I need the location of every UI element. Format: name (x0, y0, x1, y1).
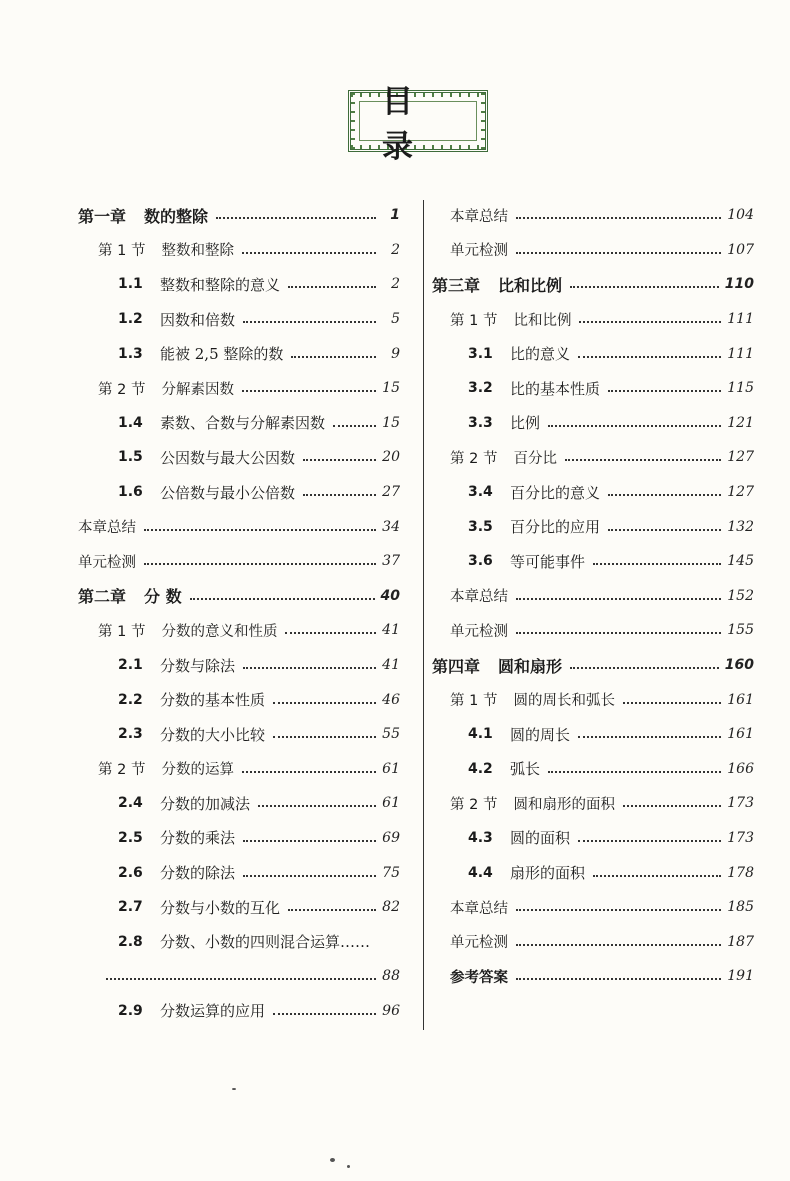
leader-dots (570, 667, 719, 669)
entry-number: 2.4 (118, 795, 143, 812)
entry-label: 比例 (510, 414, 541, 433)
leader-dots (579, 321, 721, 323)
toc-subsection[interactable] (432, 855, 754, 890)
entry-number: 2.7 (118, 899, 143, 916)
entry-label: 比和比例 (513, 312, 572, 329)
leader-dots (578, 736, 721, 738)
print-speck (347, 1165, 350, 1168)
entry-page: 121 (727, 414, 754, 431)
toc-subsection[interactable] (432, 336, 754, 371)
leader-dots (593, 875, 721, 877)
toc-entry[interactable] (432, 579, 754, 614)
entry-page: 75 (382, 864, 400, 881)
toc-subsection[interactable] (432, 544, 754, 579)
leader-dots (623, 805, 721, 807)
leader-dots (548, 771, 721, 773)
entry-page: 15 (382, 380, 400, 397)
entry-label: 分数的乘法 (160, 829, 236, 848)
entry-number: 1.4 (118, 414, 143, 431)
entry-label: 单元检测 (450, 623, 508, 640)
leader-dots (516, 909, 721, 911)
entry-page: 55 (382, 726, 400, 743)
entry-label: 单元检测 (78, 554, 136, 571)
entry-label: 单元检测 (450, 935, 508, 952)
toc-subsection[interactable] (78, 717, 400, 752)
entry-number: 1.2 (118, 311, 143, 328)
entry-label: 等可能事件 (510, 552, 586, 571)
entry-page: 191 (727, 968, 754, 985)
entry-page: 61 (382, 795, 400, 812)
entry-label: 圆的周长和弧长 (513, 693, 615, 710)
entry-number: 3.5 (468, 518, 493, 535)
toc-subsection[interactable] (78, 890, 400, 925)
entry-label: 分数运算的应用 (160, 1002, 266, 1021)
leader-dots (516, 252, 721, 254)
toc-entry[interactable] (432, 924, 754, 959)
leader-dots (291, 356, 376, 358)
leader-dots (242, 252, 376, 254)
entry-label: 比的基本性质 (510, 379, 601, 398)
entry-label: 分数的大小比较 (160, 725, 266, 744)
leader-dots (216, 217, 376, 219)
entry-number: 3.4 (468, 484, 493, 501)
leader-dots (144, 529, 376, 531)
entry-number: 1.6 (118, 484, 143, 501)
entry-page: 132 (727, 518, 754, 535)
entry-number: 第四章 (432, 656, 481, 676)
leader-dots (593, 563, 721, 565)
entry-page: 104 (727, 207, 754, 224)
entry-page: 40 (380, 587, 400, 604)
toc-subsection[interactable] (432, 371, 754, 406)
entry-number: 第二章 (78, 587, 127, 607)
entry-label: 参考答案 (450, 968, 508, 986)
toc-entry[interactable] (78, 509, 400, 544)
toc-subsection[interactable] (432, 717, 754, 752)
entry-label: 能被 2,5 整除的数 (160, 345, 284, 364)
entry-label: 扇形的面积 (510, 864, 586, 883)
entry-number: 2.9 (118, 1002, 143, 1019)
entry-page: 41 (382, 657, 400, 674)
entry-page: 115 (727, 380, 754, 397)
leader-dots (578, 840, 721, 842)
entry-page: 88 (382, 968, 400, 985)
toc-subsection[interactable] (78, 406, 400, 441)
entry-page: 173 (727, 829, 754, 846)
entry-label: 因数和倍数 (160, 310, 236, 329)
toc-subsection[interactable] (78, 786, 400, 821)
entry-page: 96 (382, 1002, 400, 1019)
leader-dots (565, 459, 721, 461)
leader-dots (516, 217, 721, 219)
entry-number: 3.6 (468, 553, 493, 570)
entry-number: 2.1 (118, 657, 143, 674)
entry-page: 127 (727, 484, 754, 501)
leader-dots (285, 632, 376, 634)
entry-page: 155 (727, 622, 754, 639)
leader-dots (243, 875, 376, 877)
leader-dots (548, 425, 721, 427)
entry-number: 3.2 (468, 380, 493, 397)
entry-page: 185 (727, 899, 754, 916)
entry-number: 第 1 节 (450, 312, 498, 329)
leader-dots (242, 390, 376, 392)
entry-label: 分 数 (144, 587, 182, 607)
entry-number: 3.3 (468, 414, 493, 431)
toc-continuation[interactable] (78, 959, 400, 994)
leader-dots (242, 771, 376, 773)
entry-page: 69 (382, 829, 400, 846)
entry-label: 圆的周长 (510, 725, 571, 744)
toc-chapter[interactable] (78, 579, 400, 614)
entry-number: 2.3 (118, 726, 143, 743)
entry-label: 百分比的意义 (510, 483, 601, 502)
toc-subsection[interactable] (432, 475, 754, 510)
toc-section[interactable] (432, 302, 754, 337)
entry-number: 2.5 (118, 829, 143, 846)
toc-left-column (78, 198, 400, 1028)
toc-entry[interactable] (432, 890, 754, 925)
entry-page: 5 (391, 311, 400, 328)
column-divider (423, 200, 424, 1030)
leader-dots (608, 529, 721, 531)
leader-dots (333, 425, 376, 427)
leader-dots (516, 944, 721, 946)
leader-dots (570, 286, 719, 288)
entry-number: 第 1 节 (98, 243, 146, 260)
entry-label: 整数和整除的意义 (160, 275, 281, 294)
entry-number: 第 2 节 (450, 796, 498, 813)
leader-dots (243, 321, 376, 323)
entry-number: 2.2 (118, 691, 143, 708)
entry-page: 110 (724, 276, 754, 293)
toc-chapter[interactable] (432, 267, 754, 302)
toc-subsection[interactable] (78, 855, 400, 890)
leader-dots (516, 978, 721, 980)
entry-label: 分数与除法 (160, 656, 236, 675)
entry-number: 4.1 (468, 726, 493, 743)
entry-page: 41 (382, 622, 400, 639)
toc-subsection[interactable] (78, 267, 400, 302)
entry-label: 百分比 (513, 450, 557, 467)
entry-number: 2.6 (118, 864, 143, 881)
leader-dots (516, 598, 721, 600)
toc-entry[interactable] (432, 959, 754, 994)
entry-number: 1.3 (118, 345, 143, 362)
entry-page: 2 (391, 241, 400, 258)
entry-number: 第 2 节 (98, 762, 146, 779)
entry-label: 分数的基本性质 (160, 691, 266, 710)
entry-number: 1.5 (118, 449, 143, 466)
leader-dots (243, 840, 376, 842)
entry-label: 公因数与最大公因数 (160, 448, 296, 467)
leader-dots (106, 978, 376, 980)
entry-page: 46 (382, 691, 400, 708)
toc-subsection[interactable] (78, 648, 400, 683)
leader-dots (608, 390, 721, 392)
toc-section[interactable] (432, 682, 754, 717)
leader-dots (273, 1013, 376, 1015)
leader-dots (303, 494, 376, 496)
toc-subsection[interactable] (78, 821, 400, 856)
leader-dots (303, 459, 376, 461)
entry-page: 187 (727, 933, 754, 950)
toc-entry[interactable] (78, 544, 400, 579)
entry-label: 分数的除法 (160, 864, 236, 883)
entry-number: 第 1 节 (98, 623, 146, 640)
entry-label: 弧长 (510, 760, 541, 779)
entry-page: 111 (727, 311, 754, 328)
title-frame (348, 84, 488, 165)
entry-label: 分数与小数的互化 (160, 898, 281, 917)
toc-entry[interactable] (432, 613, 754, 648)
leader-dots (273, 702, 376, 704)
entry-page: 20 (382, 449, 400, 466)
leader-dots (288, 909, 376, 911)
entry-number: 3.1 (468, 345, 493, 362)
toc-chapter[interactable] (432, 648, 754, 683)
entry-label: 单元检测 (450, 243, 508, 260)
entry-number: 第 2 节 (98, 381, 146, 398)
entry-label: 数的整除 (144, 206, 209, 226)
toc-subsection[interactable] (78, 994, 400, 1029)
leader-dots (144, 563, 376, 565)
leader-dots (578, 356, 721, 358)
entry-page: 1 (390, 207, 400, 224)
entry-label: 比和比例 (498, 275, 563, 295)
entry-label: 分数的加减法 (160, 794, 251, 813)
toc-subsection[interactable] (432, 509, 754, 544)
entry-page: 34 (382, 518, 400, 535)
toc-subsection[interactable] (78, 336, 400, 371)
entry-page: 15 (382, 414, 400, 431)
toc-subsection[interactable] (432, 752, 754, 787)
leader-dots (243, 667, 376, 669)
toc-chapter[interactable] (78, 198, 400, 233)
toc-section[interactable] (78, 233, 400, 268)
entry-label: 本章总结 (78, 520, 136, 537)
entry-label: 整数和整除 (161, 243, 234, 260)
toc-subsection[interactable] (78, 924, 400, 959)
entry-page: 9 (391, 345, 400, 362)
entry-number: 1.1 (118, 276, 143, 293)
entry-page: 61 (382, 760, 400, 777)
leader-dots (288, 286, 376, 288)
entry-page: 161 (727, 726, 754, 743)
toc-subsection[interactable] (432, 406, 754, 441)
entry-page: 152 (727, 587, 754, 604)
toc-entry[interactable] (432, 233, 754, 268)
toc-section[interactable] (78, 371, 400, 406)
entry-page: 2 (391, 276, 400, 293)
entry-label: 本章总结 (450, 589, 508, 606)
leader-dots (623, 702, 721, 704)
entry-label: 本章总结 (450, 900, 508, 917)
leader-dots (258, 805, 376, 807)
leader-dots (190, 598, 375, 600)
entry-label: 本章总结 (450, 208, 508, 225)
toc-right-column (432, 198, 754, 994)
entry-page: 107 (727, 241, 754, 258)
entry-page: 37 (382, 553, 400, 570)
toc-subsection[interactable] (78, 475, 400, 510)
entry-page: 82 (382, 899, 400, 916)
entry-page: 160 (724, 657, 754, 674)
toc-section[interactable] (78, 613, 400, 648)
entry-label: 分解素因数 (161, 381, 234, 398)
entry-page: 173 (727, 795, 754, 812)
entry-page: 27 (382, 484, 400, 501)
entry-label: 比的意义 (510, 345, 571, 364)
toc-section[interactable] (432, 440, 754, 475)
entry-number: 第三章 (432, 275, 481, 295)
entry-number: 第一章 (78, 206, 127, 226)
entry-page: 178 (727, 864, 754, 881)
entry-label: 素数、合数与分解素因数 (160, 414, 326, 433)
leader-dots (608, 494, 721, 496)
entry-label: 分数、小数的四则混合运算…… (160, 933, 371, 952)
entry-label: 圆和扇形的面积 (513, 796, 615, 813)
toc-subsection[interactable] (78, 682, 400, 717)
leader-dots (273, 736, 376, 738)
entry-number: 第 2 节 (450, 450, 498, 467)
toc-subsection[interactable] (78, 440, 400, 475)
entry-number: 2.8 (118, 933, 143, 950)
entry-page: 145 (727, 553, 754, 570)
entry-number: 4.4 (468, 864, 493, 881)
toc-entry[interactable] (432, 198, 754, 233)
page-title: 目 录 (359, 101, 477, 141)
toc-section[interactable] (432, 786, 754, 821)
leader-dots (516, 632, 721, 634)
entry-label: 公倍数与最小公倍数 (160, 483, 296, 502)
entry-page: 111 (727, 345, 754, 362)
entry-number: 4.3 (468, 829, 493, 846)
entry-label: 圆的面积 (510, 829, 571, 848)
toc-section[interactable] (78, 752, 400, 787)
entry-page: 127 (727, 449, 754, 466)
entry-label: 分数的意义和性质 (161, 623, 278, 640)
toc-subsection[interactable] (78, 302, 400, 337)
entry-page: 161 (727, 691, 754, 708)
entry-label: 百分比的应用 (510, 518, 601, 537)
entry-page: 166 (727, 760, 754, 777)
toc-subsection[interactable] (432, 821, 754, 856)
entry-label: 分数的运算 (161, 762, 234, 779)
entry-label: 圆和扇形 (498, 656, 563, 676)
print-speck (232, 1088, 236, 1090)
entry-number: 4.2 (468, 760, 493, 777)
print-speck (330, 1158, 335, 1162)
entry-number: 第 1 节 (450, 693, 498, 710)
